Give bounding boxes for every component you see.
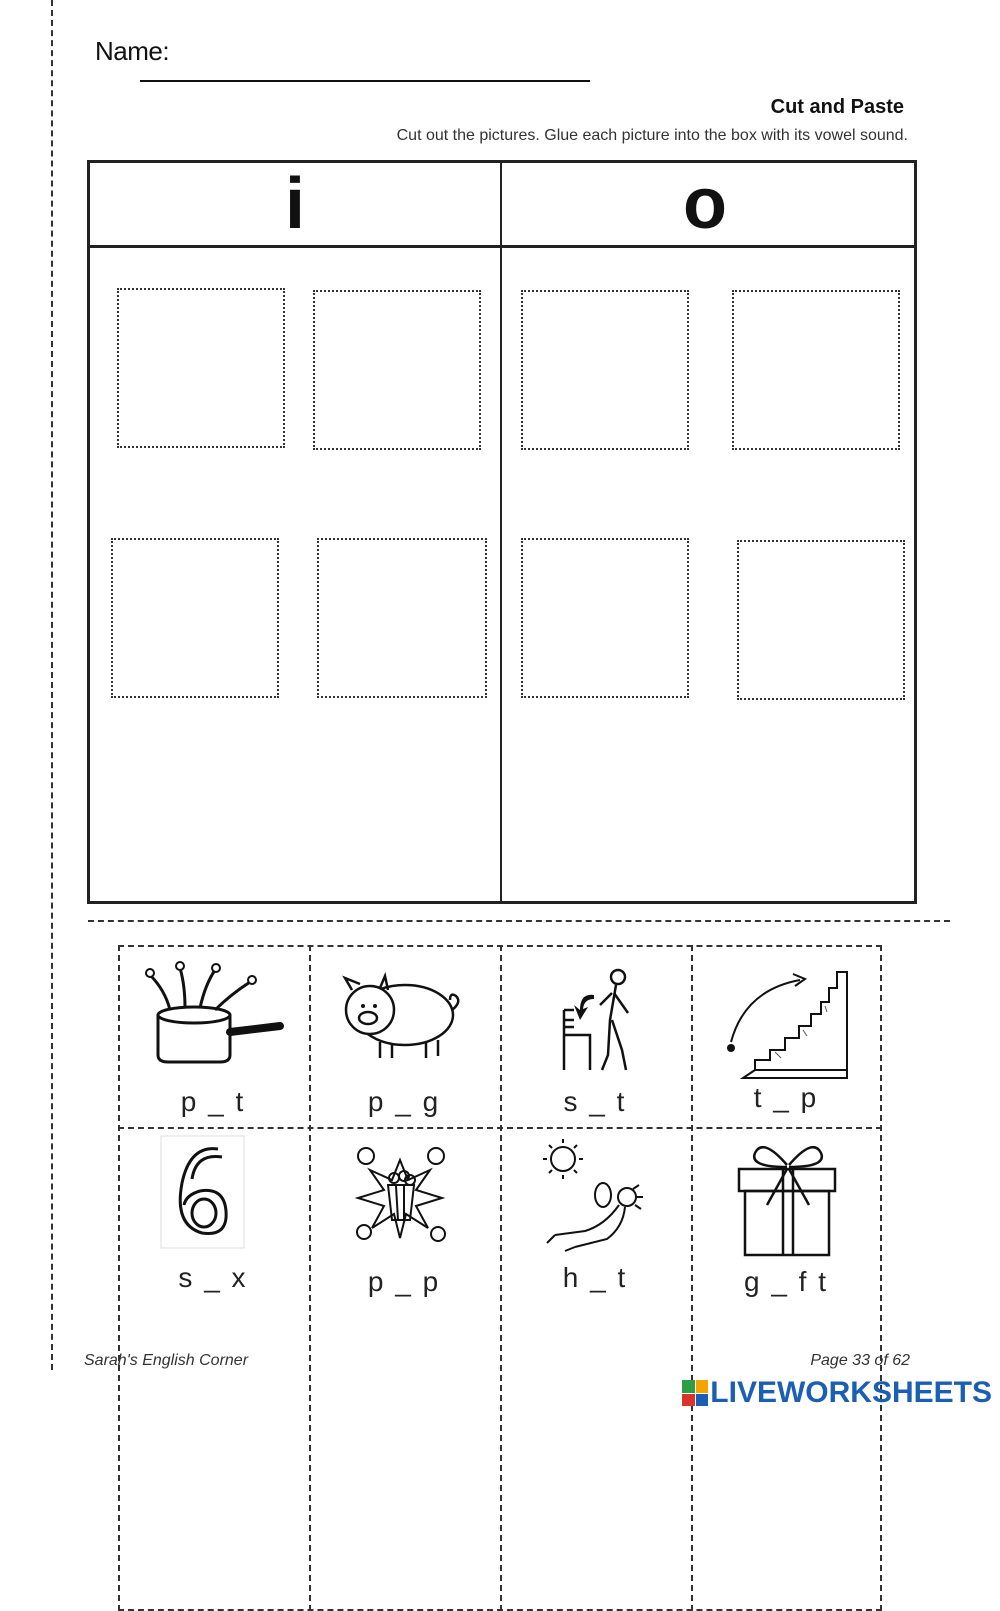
- pot-icon[interactable]: [140, 960, 290, 1070]
- brand-text: LIVEWORKSHEETS: [710, 1376, 992, 1409]
- vowel-sort-table: [87, 160, 917, 904]
- card-word: p _ p: [367, 1266, 441, 1297]
- horizontal-cut-line: [88, 920, 950, 922]
- drop-box-i-3[interactable]: [111, 538, 279, 698]
- name-label: Name:: [95, 36, 170, 66]
- card-word: p _ g: [367, 1086, 441, 1117]
- sit-icon[interactable]: [550, 965, 640, 1075]
- hot-icon[interactable]: [535, 1135, 660, 1255]
- header-divider: [90, 245, 914, 248]
- grid-divider: [118, 1127, 882, 1129]
- card-word: s _ t: [563, 1086, 627, 1117]
- vowel-header-i: i: [284, 164, 305, 244]
- drop-box-o-3[interactable]: [521, 538, 689, 698]
- card-word: g _ f t: [743, 1266, 829, 1297]
- six-icon[interactable]: [160, 1135, 245, 1250]
- vertical-cut-line: [51, 0, 53, 1370]
- column-divider: [500, 163, 502, 901]
- pig-icon[interactable]: [330, 970, 470, 1065]
- drop-box-o-4[interactable]: [737, 540, 905, 700]
- footer-author: Sarah's English Corner: [84, 1352, 249, 1369]
- card-word: p _ t: [180, 1086, 246, 1117]
- vowel-header-o: o: [683, 164, 727, 244]
- footer-page-number: Page 33 of 62: [810, 1352, 910, 1369]
- pop-icon[interactable]: [350, 1140, 450, 1250]
- name-field[interactable]: [140, 80, 590, 82]
- drop-box-i-1[interactable]: [117, 288, 285, 448]
- top-icon[interactable]: [715, 960, 860, 1080]
- drop-box-o-1[interactable]: [521, 290, 689, 450]
- drop-box-o-2[interactable]: [732, 290, 900, 450]
- brand-mark-icon: [682, 1380, 708, 1406]
- card-word: t _ p: [753, 1082, 819, 1113]
- gift-icon[interactable]: [733, 1135, 843, 1260]
- card-word: s _ x: [178, 1262, 248, 1293]
- worksheet-title: Cut and Paste: [770, 96, 904, 118]
- liveworksheets-logo[interactable]: [682, 1376, 992, 1410]
- drop-box-i-2[interactable]: [313, 290, 481, 450]
- worksheet-instructions: Cut out the pictures. Glue each picture into the box with its vowel sound.: [396, 127, 908, 144]
- card-word: h _ t: [562, 1262, 628, 1293]
- drop-box-i-4[interactable]: [317, 538, 487, 698]
